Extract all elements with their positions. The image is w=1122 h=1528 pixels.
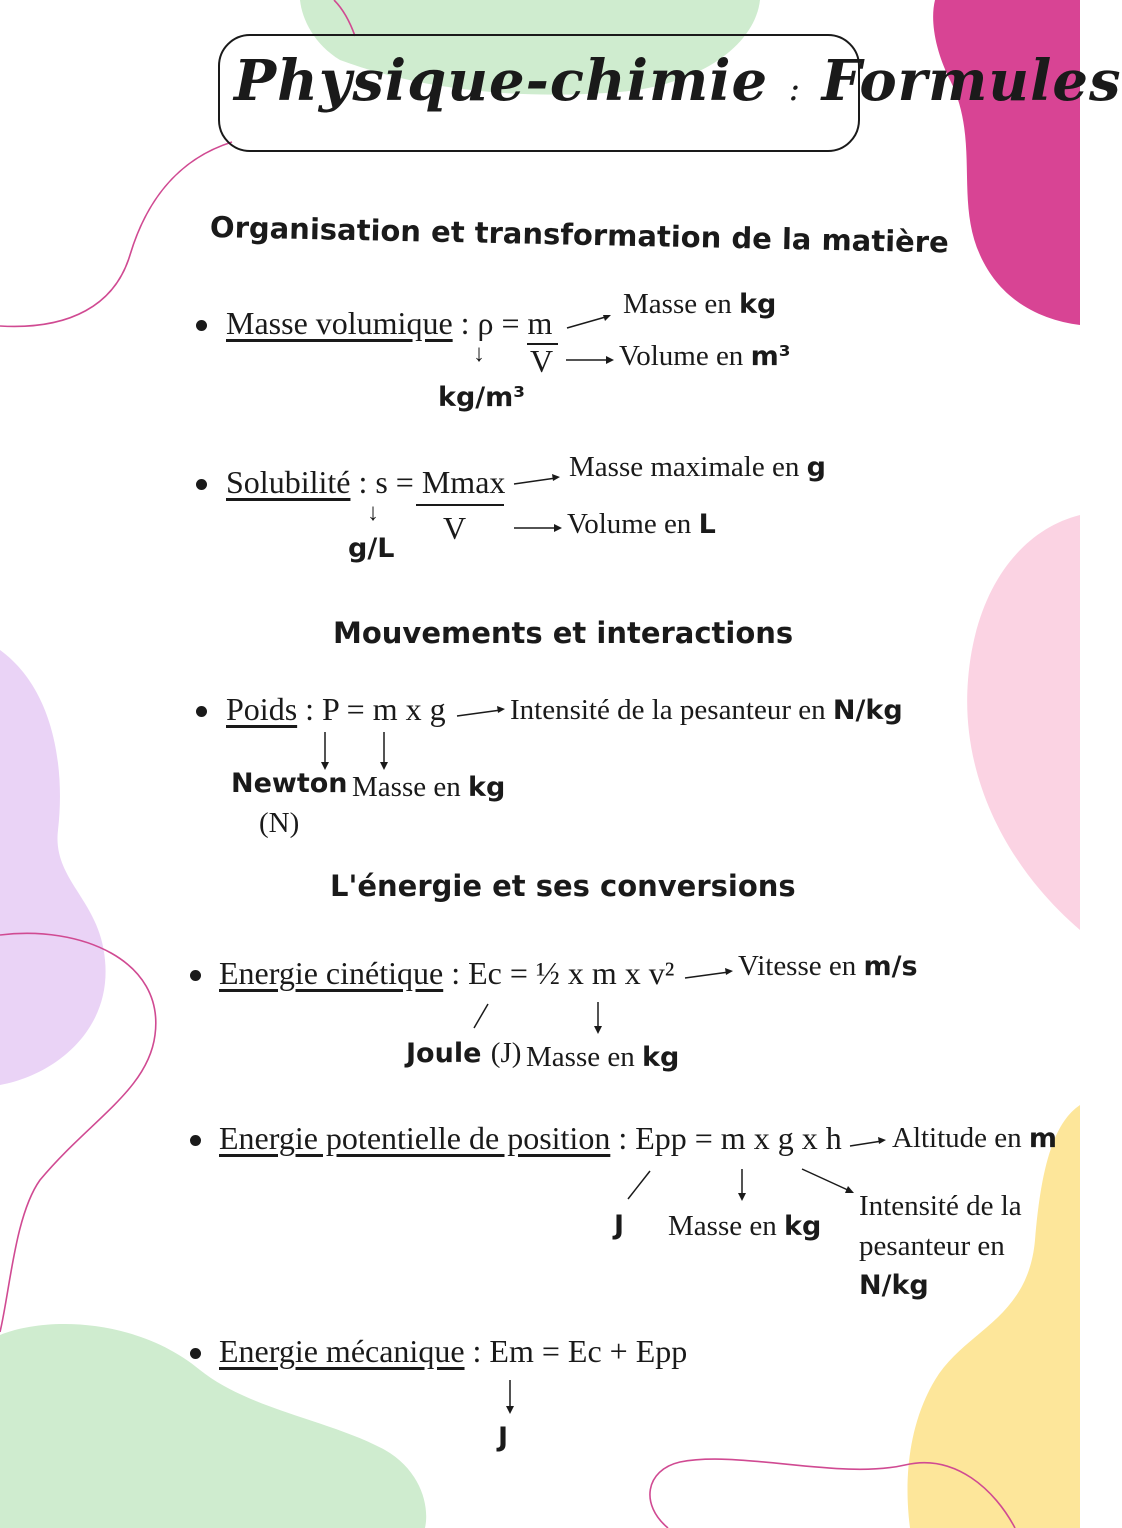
arrow-down: ↓ [473,341,485,367]
arrows-down [316,730,396,772]
arrow-den-note [564,354,616,366]
arrow-down [502,1378,518,1418]
title-right: Formules [821,48,1122,114]
masse-volumique-unit: kg/m³ [438,382,526,413]
em-unit: J [498,1422,509,1453]
fraction-bar [416,504,504,506]
bullet [196,320,207,331]
arrow-down: ↓ [367,500,379,526]
solubilite-denominator: V [443,510,467,546]
poids-equation: P = m x g [322,691,446,727]
page-title [234,48,1122,114]
title-left: Physique-chimie [234,48,769,114]
arrow-h-note [848,1136,888,1150]
em-equation: Em = Ec + Epp [489,1333,688,1369]
poids-unit-symbol: (N) [259,807,300,839]
bullet [196,479,207,490]
note-masse-max-g: Masse maximale en g [569,451,826,483]
masse-volumique-numerator: m [527,305,553,341]
note-pesanteur-line1: Intensité de la [859,1190,1022,1222]
masse-volumique-lhs: ρ = [477,305,528,341]
bullet [190,1135,201,1146]
bullet [190,1348,201,1359]
epp-equation: Epp = m x g x h [635,1120,842,1156]
masse-volumique-name: Masse volumique [226,305,453,341]
pink-blob-right [967,515,1080,930]
section-title-matiere: Organisation et transformation de la matière [209,210,950,260]
curve-top-left [0,142,232,326]
em-name: Energie mécanique [219,1333,465,1369]
solubilite-numerator: Mmax [421,464,506,500]
note-vitesse: Vitesse en m/s [738,950,918,982]
masse-volumique-denominator: V [530,343,554,379]
note-masse-kg: Masse en kg [526,1041,680,1073]
lilac-blob-left [0,650,106,1085]
ec-equation: Ec = ½ x m x v² [468,955,675,991]
note-altitude: Altitude en m [892,1122,1058,1154]
arrow-num-note [565,308,615,332]
arrows-down [620,1165,860,1215]
ec-unit: Joule (J) [406,1037,522,1069]
epp-unit: J [614,1210,625,1241]
arrow-g-note [455,704,507,720]
epp-formula: Energie potentielle de position : Epp = m x g x h [219,1120,842,1156]
poids-unit: Newton [231,768,348,799]
solubilite-unit: g/L [348,533,395,564]
masse-volumique-formula: Masse volumique : ρ = m [226,305,553,341]
note-volume-m3: Volume en m³ [619,340,791,372]
epp-name: Energie potentielle de position [219,1120,611,1156]
solubilite-formula: Solubilité : s = Mmax [226,464,506,500]
ec-formula: Energie cinétique : Ec = ½ x m x v² [219,955,675,991]
arrow-den-note [512,522,564,534]
solubilite-lhs: s = [375,464,422,500]
arrow-v-note [683,966,735,982]
solubilite-name: Solubilité [226,464,351,500]
section-title-mouvements: Mouvements et interactions [333,616,794,650]
poids-name: Poids [226,691,298,727]
note-masse-kg: Masse en kg [352,771,506,803]
note-volume-l: Volume en L [567,508,716,540]
section-title-energie: L'énergie et ses conversions [330,869,796,903]
title-separator: : [788,69,802,109]
note-pesanteur-unit: N/kg [859,1270,929,1301]
note-pesanteur: Intensité de la pesanteur en N/kg [510,694,903,726]
ec-name: Energie cinétique [219,955,444,991]
arrow-num-note [512,472,562,488]
poids-formula: Poids : P = m x g [226,691,446,727]
bullet [190,970,201,981]
bullet [196,706,207,717]
note-masse-kg: Masse en kg [668,1210,822,1242]
note-pesanteur-line2: pesanteur en [859,1230,1005,1262]
note-masse-kg: Masse en kg [623,288,777,320]
em-formula: Energie mécanique : Em = Ec + Epp [219,1333,688,1369]
yellow-blob-bottom-right [908,1105,1080,1528]
arrows-down [470,1000,610,1038]
